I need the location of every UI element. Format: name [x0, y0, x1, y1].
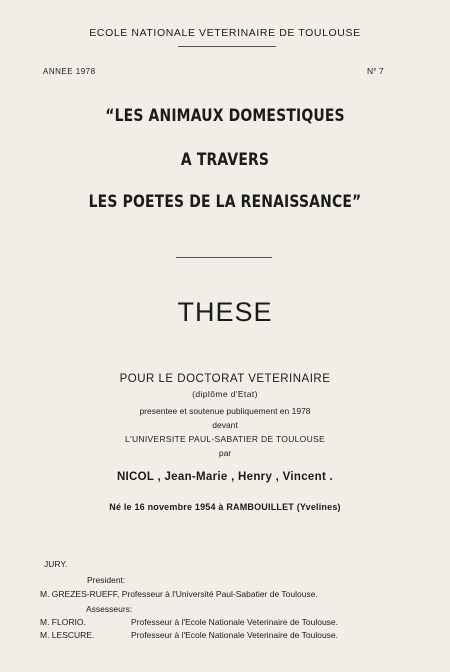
assessor-2-title: Professeur à l'Ecole Nationale Veterinaire de Toulouse. — [131, 630, 339, 640]
subtitle-diplome: (diplôme d'Etat) — [192, 389, 258, 399]
thesis-number: N° 7 — [367, 66, 384, 76]
assessor-1-title: Professeur à l'Ecole Nationale Veterinaire de Toulouse. — [131, 617, 339, 627]
author-name: NICOL , Jean-Marie , Henry , Vincent . — [116, 471, 334, 483]
year-label: ANNEE 1978 — [43, 67, 96, 76]
subtitle-devant: devant — [212, 420, 238, 430]
top-divider — [178, 46, 276, 47]
title-line-2: A TRAVERS — [180, 150, 270, 170]
these-heading: THESE — [177, 297, 273, 327]
subtitle-presentee: presentee et soutenue publiquement en 1978 — [139, 406, 311, 416]
subtitle-doctorat: POUR LE DOCTORAT VETERINAIRE — [119, 373, 331, 385]
school-name: ECOLE NATIONALE VETERINAIRE DE TOULOUSE — [89, 27, 361, 39]
jury-president: M. GREZES-RUEFF, Professeur à l'Université Paul-Sabatier de Toulouse. — [40, 589, 318, 599]
subtitle-universite: L'UNIVERSITE PAUL-SABATIER DE TOULOUSE — [125, 434, 325, 444]
title-line-3: LES POETES DE LA RENAISSANCE” — [88, 192, 362, 212]
middle-divider — [176, 257, 272, 258]
assessor-2-name: M. LESCURE. — [40, 630, 95, 640]
birth-info: Né le 16 novembre 1954 à RAMBOUILLET (Yvelines) — [109, 502, 341, 512]
jury-president-label: President: — [87, 575, 126, 585]
jury-assessors-label: Assesseurs: — [86, 604, 133, 614]
assessor-1-name: M. FLORIO. — [40, 617, 86, 627]
jury-heading: JURY. — [44, 559, 68, 569]
subtitle-par: par — [218, 448, 232, 458]
title-line-1: “LES ANIMAUX DOMESTIQUES — [105, 106, 345, 126]
